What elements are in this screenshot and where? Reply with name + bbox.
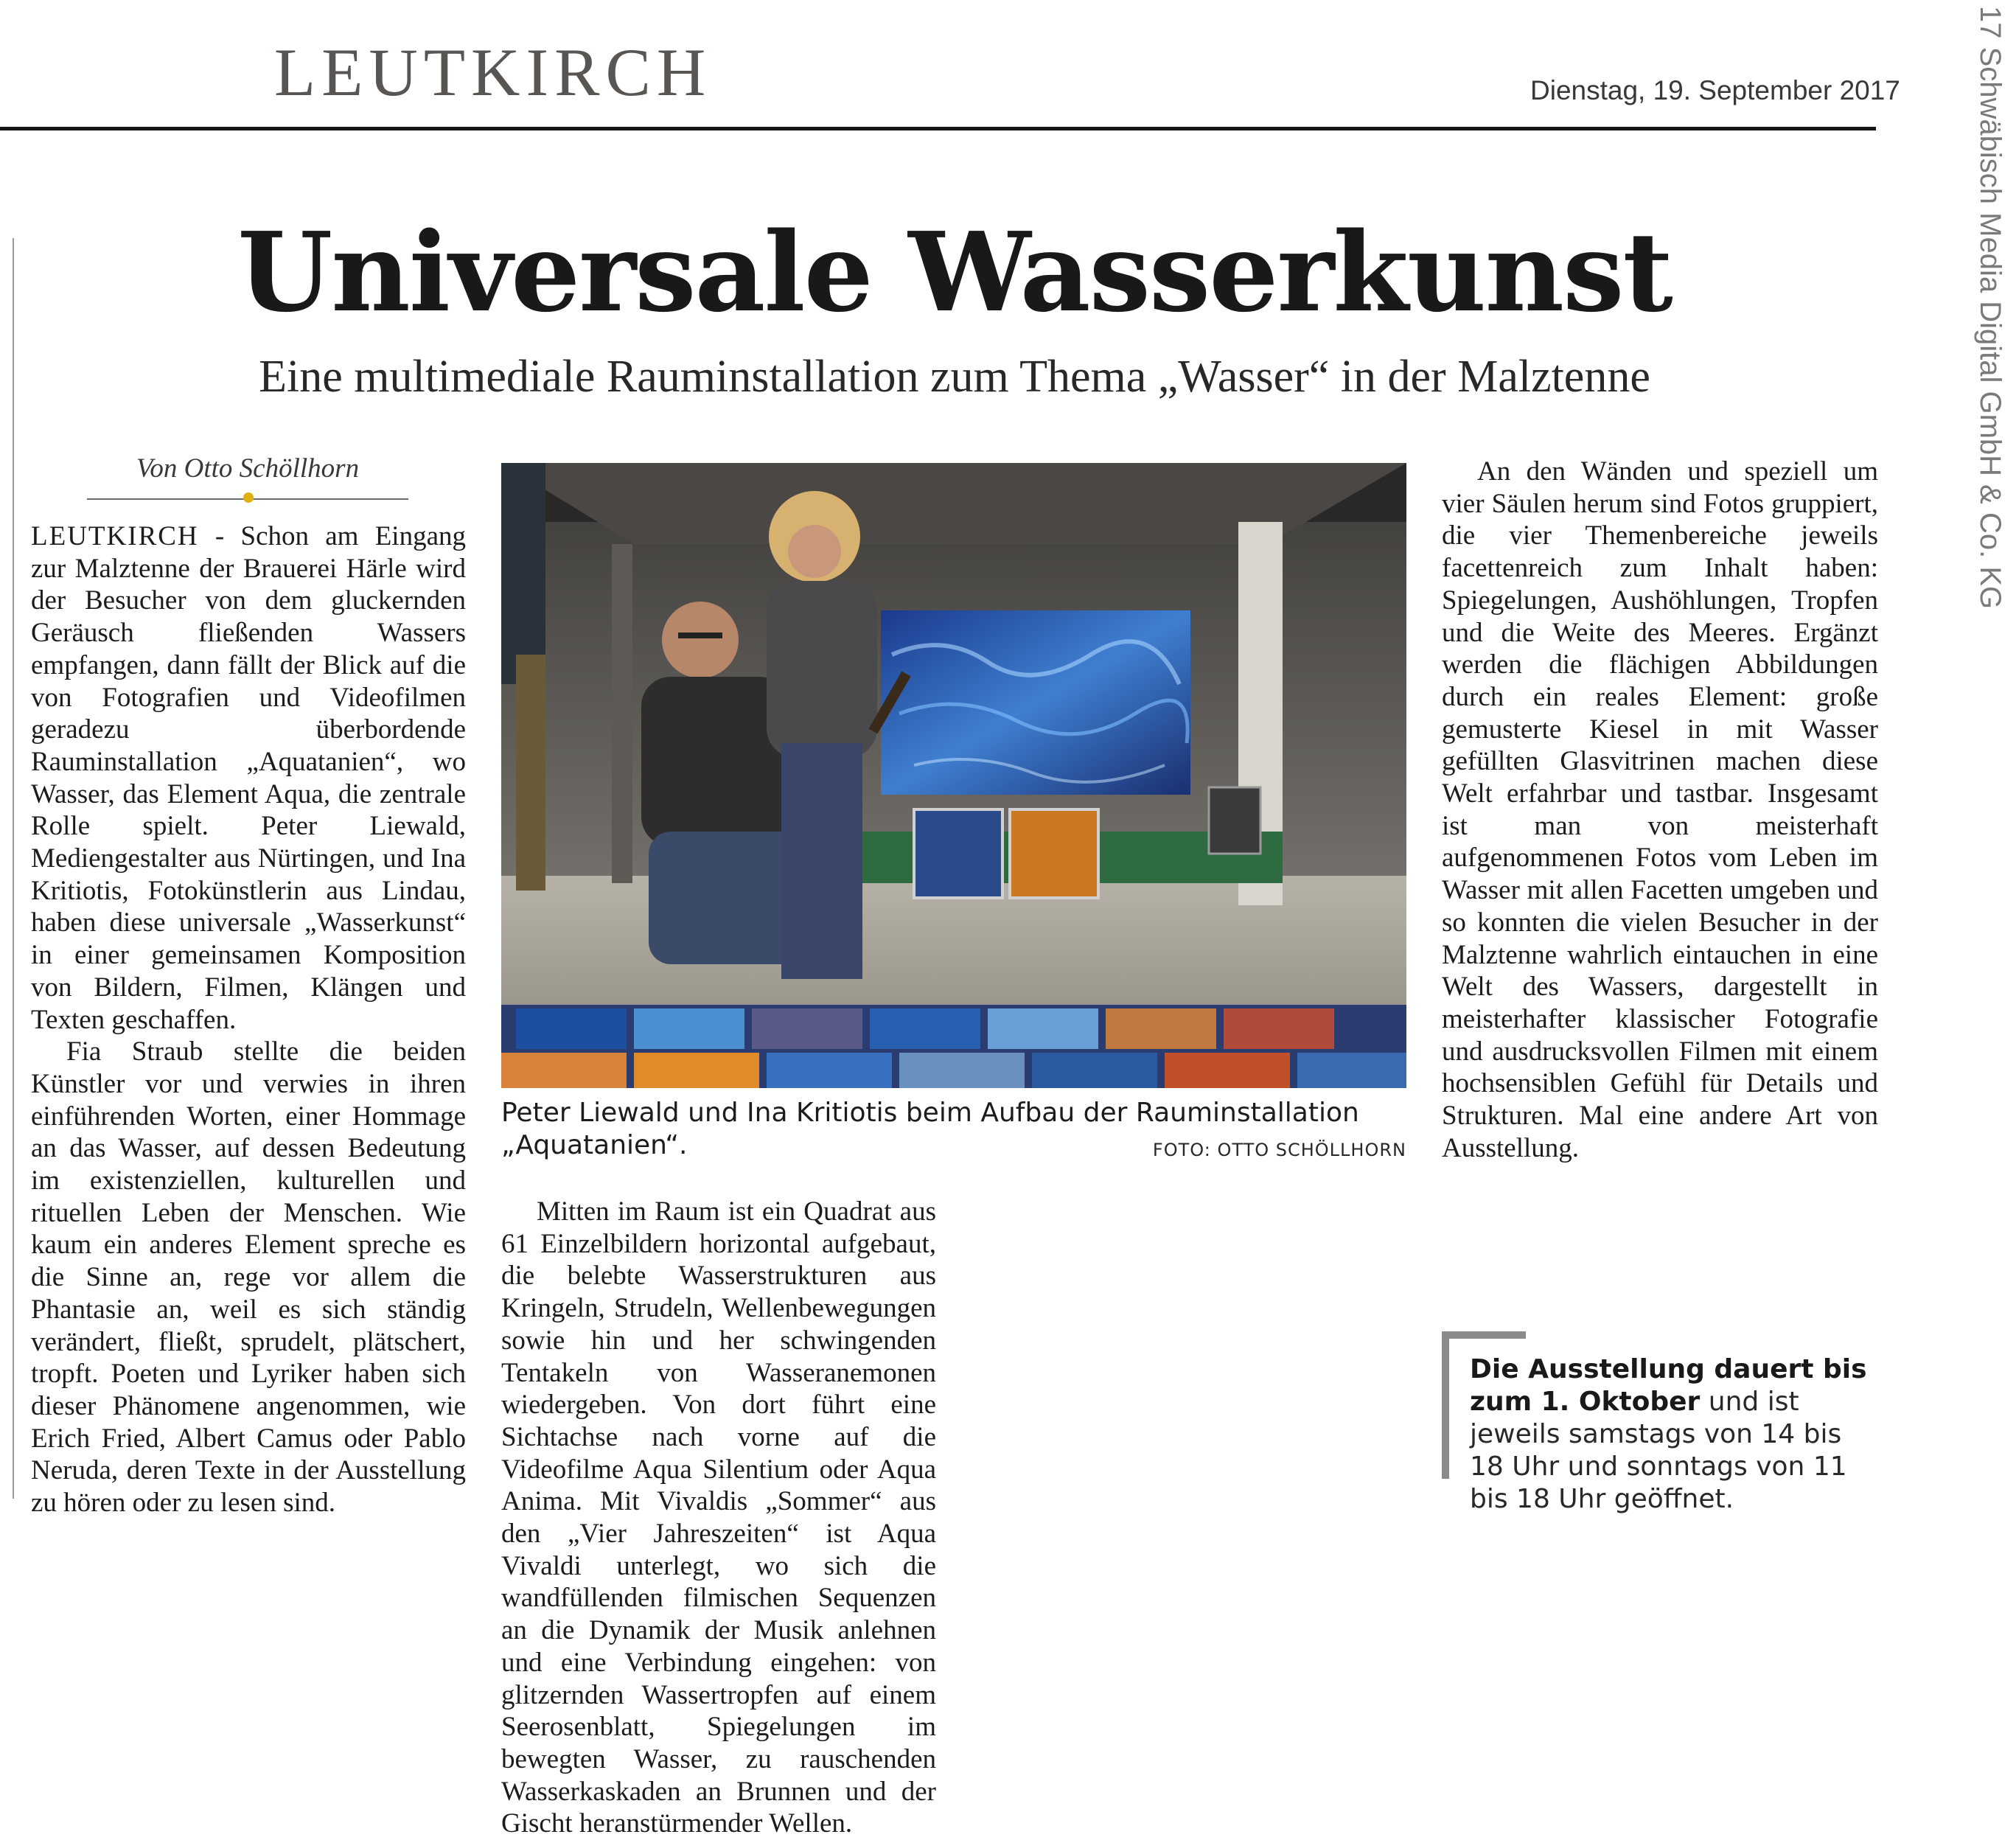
photo-credit: FOTO: OTTO SCHÖLLHORN <box>1152 1140 1406 1160</box>
dateline: LEUTKIRCH <box>31 521 199 551</box>
article-photo <box>501 463 1406 1088</box>
article-column-2 <box>501 1196 936 1839</box>
byline-dot-icon <box>243 492 254 503</box>
section-title: LEUTKIRCH <box>274 35 712 110</box>
info-box <box>1470 1353 1868 1516</box>
article-column-4 <box>1442 456 1878 1164</box>
info-box-bold: Die Ausstellung dauert bis zum 1. Oktober <box>1470 1354 1867 1417</box>
photo-caption: Peter Liewald und Ina Kritiotis beim Aufbau der Rauminstallation „Aquatanien“. <box>501 1098 1359 1160</box>
page-edge-line <box>13 238 14 1499</box>
article-column-1 <box>31 520 466 1519</box>
article-subheadline: Eine multimediale Rauminstallation zum Thema „Wasser“ in der Malztenne <box>259 352 1650 402</box>
paragraph-1-text: - Schon am Eingang zur Malztenne der Brauerei Härle wird der Besucher von dem gluckernden Geräusch fließenden Wassers empfangen, dann fällt der Blick auf die von Fotografien und Videofilmen geradezu überbordende Rauminstallation „Aquatanien“, wo Wasser, das Element Aqua, die zentrale Rolle spielt. Peter Liewald, Mediengestalter aus Nürtingen, und Ina Kritiotis, Fotokünstlerin aus Lindau, haben diese universale „Wasserkunst“ in einer gemeinsamen Komposition von Bildern, Filmen, Klängen und Texten geschaffen. <box>31 521 467 1035</box>
masthead-rule <box>0 127 1876 130</box>
article-paragraph-3: Mitten im Raum ist ein Quadrat aus 61 Einzelbildern horizontal aufgebaut, die belebte Wasserstrukturen aus Kringeln, Strudeln, Wellenbewegungen sowie hin und her schwingenden Tentakeln von Wasseranemonen wiedergeben. Von dort führt eine Sichtachse nach vorne auf die Videofilme Aqua Silentium oder Aqua Anima. Mit Vivaldis „Sommer“ aus den „Vier Jahreszeiten“ ist Aqua Vivaldi unterlegt, wo sich die wandfüllenden filmischen Sequenzen an die Dynamik der Musik anlehnen und eine Verbindung eingehen: von glitzernden Wassertropfen auf einem Seerosenblatt, Spiegelungen im bewegten Wasser, zu rauschenden Wasserkaskaden an Brunnen und der Gischt heranstürmender Wellen. <box>501 1196 936 1839</box>
issue-date: Dienstag, 19. September 2017 <box>1530 75 1900 105</box>
byline: Von Otto Schöllhorn <box>136 453 360 484</box>
article-paragraph-2: Fia Straub stellte die beiden Künstler vor und verwies in ihren einführenden Worten, einer Hommage an das Wasser, auf dessen Bedeutung im existenziellen, kulturellen und rituellen Leben der Menschen. Wie kaum ein anderes Element spreche es die Sinne an, rege vor allem die Phantasie an, weil es sich ständig verändert, fließt, sprudelt, plätschert, tropft. Poeten und Lyriker haben sich dieser Phänomene angenommen, wie Erich Fried, Albert Camus oder Pablo Neruda, deren Texte in der Ausstellung zu hören oder zu lesen sind. <box>31 1036 466 1519</box>
article-headline: Universale Wasserkunst <box>237 208 1672 336</box>
copyright-notice: 17 Schwäbisch Media Digital GmbH & Co. KG <box>1974 6 2006 610</box>
article-paragraph-1 <box>31 520 466 1036</box>
article-paragraph-4: An den Wänden und speziell um vier Säulen herum sind Fotos gruppiert, die vier Themenbereiche jeweils facettenreich zum Inhalt haben: Spiegelungen, Aushöhlungen, Tropfen und die Weite des Meeres. Ergänzt werden die flächigen Abbildungen durch ein reales Element: große gemusterte Kiesel in mit Wasser gefüllten Glasvitrinen machen diese Welt erfahrbar und tastbar. Insgesamt ist man von meisterhaft aufgenommenen Fotos vom Leben im Wasser mit allen Facetten umgeben und so konnten die vielen Besucher in der Malztenne wahrlich eintauchen in eine Welt des Wassers, dargestellt in meisterhafter klassischer Fotografie und ausdrucksvollen Filmen mit einem hochsensiblen Gefühl für Details und Strukturen. Mal eine andere Art von Ausstellung. <box>1442 456 1878 1163</box>
info-box-text: und ist jeweils samstags von 14 bis 18 Uhr und sonntags von 11 bis 18 Uhr geöffnet. <box>1470 1387 1847 1514</box>
info-box-bracket <box>1442 1331 1449 1479</box>
photo-illustration <box>501 463 1406 1088</box>
info-box-bracket-top <box>1442 1331 1526 1339</box>
floor-tiles <box>501 1005 1406 1088</box>
